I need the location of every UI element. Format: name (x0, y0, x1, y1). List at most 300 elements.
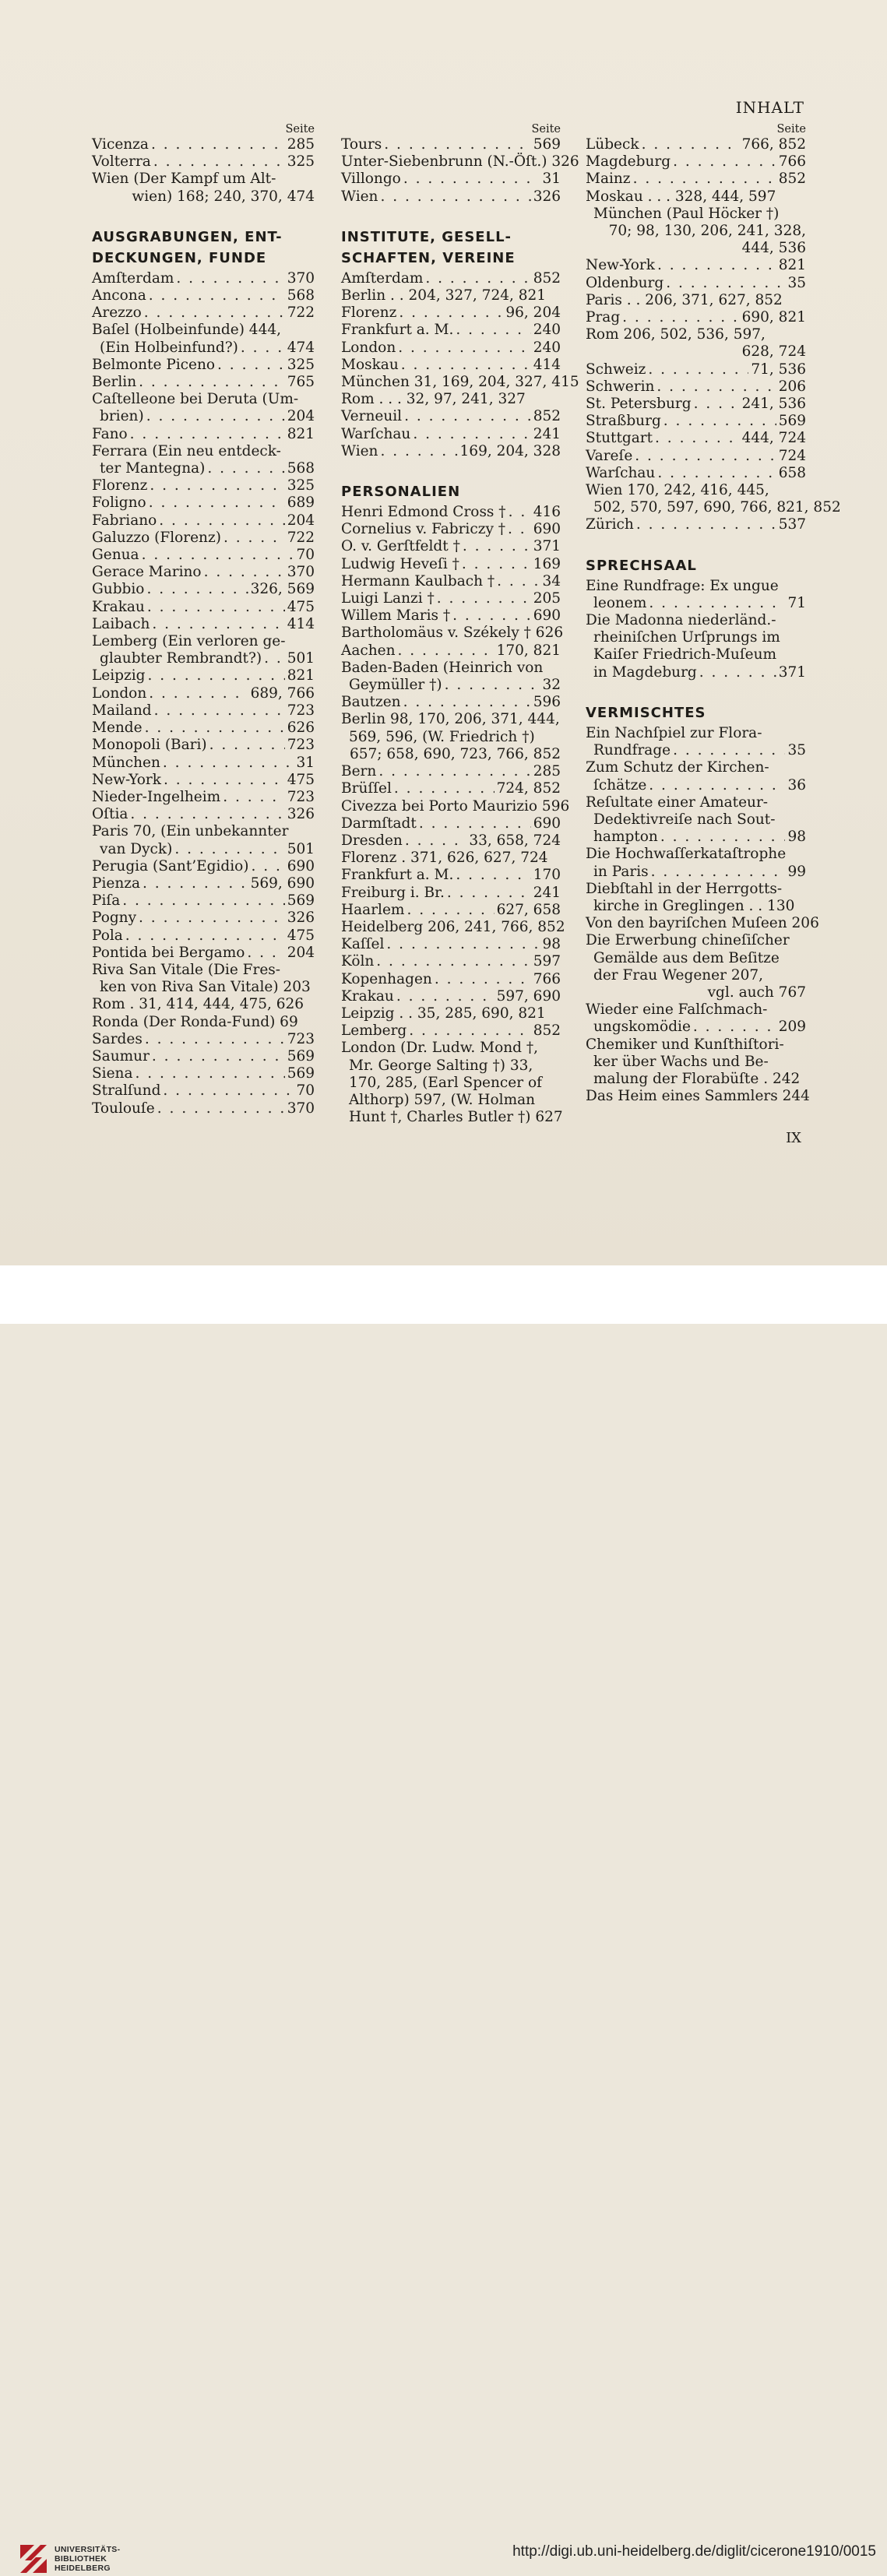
dot-leader (648, 361, 748, 378)
dot-leader (149, 287, 285, 304)
entry-pages: 852 (533, 269, 561, 287)
entry-name: London (341, 339, 396, 356)
index-entry (341, 521, 561, 538)
index-entry (92, 494, 315, 512)
index-entry (92, 460, 315, 477)
index-line: Rom . . . 32, 97, 241, 327 (341, 391, 526, 408)
dot-leader (164, 772, 285, 789)
entry-name: Amſterdam (92, 269, 174, 287)
entry-pages: 821 (287, 667, 315, 684)
entry-pages: 325 (287, 153, 315, 171)
entry-name: Willem Maris † (341, 607, 451, 625)
dot-leader (130, 426, 285, 443)
index-entry (92, 426, 315, 443)
entry-name: Bern (341, 763, 377, 780)
index-entry (586, 829, 806, 846)
entry-name: Henri Edmond Cross † (341, 504, 506, 521)
index-entry (341, 867, 561, 884)
index-line: Wien 170, 242, 416, 445, (586, 482, 769, 499)
index-line: London (Dr. Ludw. Mond †, (341, 1040, 539, 1057)
entry-name: Pola (92, 927, 123, 944)
entry-name: Vicenza (92, 136, 149, 153)
index-line: Gemälde aus dem Beſitze (593, 949, 780, 966)
index-entry (92, 1048, 315, 1065)
entry-name: Tours (341, 136, 382, 153)
dot-leader (146, 408, 285, 425)
entry-name: Schwerin (586, 378, 655, 395)
index-entry (341, 677, 561, 694)
entry-pages: 690, 821 (741, 309, 806, 326)
dot-leader (252, 858, 285, 875)
dot-leader (142, 547, 294, 564)
dot-leader (204, 564, 285, 581)
index-entry (92, 304, 315, 322)
entry-name: Pontida bei Bergamo (92, 944, 245, 961)
dot-leader (207, 460, 284, 477)
entry-name: Stralſund (92, 1082, 161, 1100)
entry-name: Vareſe (586, 447, 633, 464)
index-entry (92, 1082, 315, 1100)
index-entry (586, 742, 806, 759)
entry-name: München (92, 754, 160, 771)
entry-name: Lemberg (341, 1022, 407, 1040)
entry-pages: 537 (778, 516, 806, 533)
index-entry (92, 945, 315, 962)
entry-pages: 99 (787, 863, 806, 880)
entry-name: Laibach (92, 615, 150, 632)
index-entry (92, 650, 315, 667)
entry-pages: 71 (787, 594, 806, 611)
entry-name: Toulouſe (92, 1100, 155, 1117)
dot-leader (151, 136, 285, 153)
entry-pages: 568 (287, 460, 315, 477)
entry-name: in Paris (593, 863, 649, 880)
entry-pages: 597 (533, 953, 561, 970)
entry-pages: 285 (287, 136, 315, 153)
entry-name: ter Mantegna) (100, 460, 206, 477)
entry-pages: 689, 766 (250, 684, 315, 702)
entry-pages: 852 (533, 408, 561, 425)
index-line: Dedektivreiſe nach Sout- (593, 811, 776, 828)
entry-pages: 35 (787, 742, 806, 759)
dot-leader (508, 521, 531, 538)
entry-pages: 240 (533, 322, 561, 339)
index-line: Caſtelleone bei Deruta (Um- (92, 391, 299, 408)
entry-pages: 169 (533, 555, 561, 572)
entry-name: Verneuil (341, 408, 403, 425)
index-line: Die Hochwaſſerkataſtrophe (586, 846, 787, 863)
entry-pages: 169, 204, 328 (459, 442, 561, 459)
entry-pages: 204 (287, 512, 315, 529)
index-entry (586, 153, 806, 171)
dot-leader (425, 270, 530, 287)
dot-leader (176, 270, 284, 287)
entry-name: Piſa (92, 892, 121, 910)
entry-name: Rundfrage (593, 742, 671, 759)
index-entry (586, 309, 806, 326)
section-heading: DECKUNGEN, FUNDE (92, 249, 267, 266)
index-entry (92, 477, 315, 494)
entry-name: New-York (586, 257, 655, 274)
entry-pages: 475 (287, 598, 315, 615)
dot-leader (401, 357, 531, 374)
index-entry (586, 516, 806, 533)
entry-name: Foligno (92, 494, 146, 512)
page-header-title: INHALT (735, 98, 804, 117)
page-number: IX (786, 1130, 801, 1146)
dot-leader (376, 953, 530, 970)
index-line: Eine Rundfrage: Ex ungue (586, 577, 779, 594)
institution-name (55, 2545, 120, 2573)
entry-pages: 71, 536 (751, 361, 806, 378)
entry-name: Pienza (92, 875, 141, 892)
index-entry (92, 910, 315, 927)
index-line: der Frau Wegener 207, (593, 966, 764, 984)
section-heading: SCHAFTEN, VEREINE (341, 249, 516, 266)
dot-leader (163, 755, 294, 772)
entry-name: Galuzzo (Florenz) (92, 529, 221, 546)
dot-leader (693, 1019, 776, 1036)
entry-pages: 690 (287, 857, 315, 875)
dot-leader (622, 309, 739, 326)
index-entry (341, 188, 561, 206)
entry-pages: 33, 658, 724 (469, 832, 561, 849)
index-line: 657; 658, 690, 723, 766, 852 (349, 745, 561, 762)
dot-leader (386, 936, 540, 953)
index-line: vgl. auch 767 (707, 984, 806, 1001)
index-line: Das Heim eines Sammlers 244 (586, 1088, 810, 1105)
index-line: Heidelberg 206, 241, 766, 852 (341, 918, 565, 935)
entry-name: Gubbio (92, 581, 145, 598)
entry-pages: 414 (533, 356, 561, 373)
index-entry (341, 136, 561, 153)
index-entry (92, 153, 315, 171)
index-entry (92, 599, 315, 616)
index-entry (92, 357, 315, 374)
dot-leader (148, 667, 285, 684)
entry-name: leonem (593, 594, 647, 611)
entry-name: van Dyck) (100, 840, 173, 857)
dot-leader (174, 841, 284, 858)
entry-pages: 568 (287, 287, 315, 304)
entry-name: Haarlem (341, 901, 405, 918)
dot-leader (413, 426, 530, 443)
index-line: Leipzig . . 35, 285, 690, 821 (341, 1005, 546, 1022)
index-line: Rom . 31, 414, 444, 475, 626 (92, 996, 304, 1013)
entry-pages: 370 (287, 564, 315, 581)
index-line: malung der Florabüſte . 242 (593, 1070, 801, 1087)
dot-leader (224, 530, 285, 547)
index-entry (341, 443, 561, 460)
entry-name: Frankfurt a. M. (341, 322, 454, 339)
entry-pages: 326 (533, 188, 561, 205)
entry-pages: 766 (533, 970, 561, 987)
entry-pages: 326 (287, 806, 315, 823)
entry-pages: 475 (287, 771, 315, 788)
index-entry (92, 667, 315, 684)
index-entry (341, 304, 561, 322)
dot-leader (144, 304, 285, 322)
index-entry (92, 720, 315, 737)
index-entry (341, 270, 561, 287)
dot-leader (403, 171, 540, 188)
index-line: Ein Nachſpiel zur Flora- (586, 724, 762, 741)
entry-name: brien) (100, 408, 144, 425)
entry-name: Siena (92, 1065, 133, 1082)
dot-leader (394, 780, 495, 797)
index-line: Paris . . 206, 371, 627, 852 (586, 291, 783, 308)
entry-pages: 204 (287, 944, 315, 961)
index-column-3 (586, 123, 841, 1105)
entry-pages: 724, 852 (496, 780, 561, 797)
dot-leader (145, 720, 285, 737)
index-entry (92, 340, 315, 357)
dot-leader (209, 737, 285, 754)
index-entry (341, 171, 561, 188)
index-entry (92, 755, 315, 772)
entry-name: Amſterdam (341, 269, 424, 287)
index-entry (341, 504, 561, 521)
entry-pages: 724 (778, 447, 806, 464)
seite-label: Seite (285, 123, 315, 135)
index-line: Kaiſer Friedrich-Muſeum (593, 646, 777, 663)
entry-name: Brüſſel (341, 780, 392, 797)
entry-pages: 205 (533, 590, 561, 607)
dot-leader (146, 581, 248, 598)
entry-name: Fano (92, 425, 128, 442)
dot-leader (509, 504, 531, 521)
dot-leader (445, 677, 540, 694)
entry-pages: 569 (287, 1065, 315, 1082)
index-entry (341, 885, 561, 902)
entry-pages: 31 (296, 754, 315, 771)
index-line: 569, 596, (W. Friedrich †) (349, 728, 535, 745)
entry-pages: 371 (778, 663, 806, 681)
source-url-link[interactable]: http://digi.ub.uni-heidelberg.de/diglit/cicerone1910/0015 (512, 2543, 876, 2560)
index-entry (341, 832, 561, 850)
index-entry (92, 737, 315, 754)
dot-leader (636, 516, 776, 533)
entry-pages: 569 (287, 892, 315, 910)
section-heading: AUSGRABUNGEN, ENT- (92, 228, 283, 245)
index-entry (341, 694, 561, 711)
dot-leader (223, 789, 284, 806)
index-entry (586, 275, 806, 292)
entry-name: Mende (92, 720, 143, 737)
dot-leader (396, 988, 495, 1005)
entry-name: Volterra (92, 153, 151, 171)
index-entry (341, 936, 561, 953)
dot-leader (657, 257, 776, 274)
entry-name: hampton (593, 829, 658, 846)
index-line: 444, 536 (741, 240, 806, 257)
entry-pages: 444, 724 (741, 430, 806, 447)
index-line: Ronda (Der Ronda-Fund) 69 (92, 1013, 298, 1030)
index-line: Chemiker und Kunſthiſtori- (586, 1036, 784, 1053)
dot-leader (145, 1031, 285, 1048)
entry-name: Perugia (Sant’Egidio) (92, 857, 249, 875)
entry-name: Dresden (341, 832, 403, 849)
entry-pages: 209 (778, 1019, 806, 1036)
index-entry (341, 340, 561, 357)
entry-name: Moskau (341, 356, 399, 373)
entry-name: Bautzen (341, 694, 401, 711)
entry-name: Lübeck (586, 136, 639, 153)
dot-leader (463, 538, 531, 555)
entry-pages: 501 (287, 650, 315, 667)
entry-name: Pogny (92, 910, 137, 927)
index-line: Berlin 98, 170, 206, 371, 444, (341, 711, 560, 728)
dot-leader (694, 396, 740, 413)
entry-name: Wien (341, 442, 378, 459)
entry-pages: 723 (287, 737, 315, 754)
dot-leader (217, 357, 285, 374)
entry-pages: 627, 658 (496, 901, 561, 918)
dot-leader (378, 763, 530, 780)
entry-name: Stuttgart (586, 430, 653, 447)
entry-pages: 204 (287, 408, 315, 425)
index-line: Die Madonna niederländ.- (586, 612, 776, 629)
index-entry (341, 607, 561, 625)
index-line: Rom 206, 502, 536, 597, (586, 326, 766, 343)
entry-pages: 723 (287, 702, 315, 719)
dot-leader (154, 702, 285, 720)
entry-name: Oſtia (92, 806, 128, 823)
entry-pages: 326, 569 (250, 581, 315, 598)
index-entry (341, 556, 561, 573)
entry-pages: 206 (778, 378, 806, 395)
index-entry (341, 408, 561, 425)
entry-pages: 852 (533, 1022, 561, 1040)
index-column-1 (92, 123, 315, 1117)
index-line: Von den bayriſchen Muſeen 206 (586, 915, 819, 932)
entry-name: Mailand (92, 702, 152, 719)
dot-leader (649, 777, 785, 794)
index-entry (586, 413, 806, 430)
entry-name: Hermann Kaulbach † (341, 572, 495, 589)
entry-name: Arezzo (92, 304, 142, 322)
dot-leader (435, 971, 531, 988)
ub-heidelberg-logo-icon (17, 2542, 50, 2576)
dot-leader (635, 448, 776, 465)
dot-leader (437, 590, 531, 607)
entry-name: Straßburg (586, 413, 661, 430)
index-entry (586, 777, 806, 794)
index-entry (92, 287, 315, 304)
entry-pages: 170, 821 (496, 642, 561, 659)
dot-leader (404, 408, 531, 425)
entry-name: Florenz (341, 304, 397, 322)
entry-name: Florenz (92, 477, 148, 494)
index-entry (92, 1100, 315, 1117)
entry-name: Magdeburg (586, 153, 671, 171)
index-entry (586, 448, 806, 465)
index-entry (586, 361, 806, 378)
entry-name: Warſchau (586, 464, 656, 481)
index-entry (92, 858, 315, 875)
index-line: Reſultate einer Amateur- (586, 794, 769, 811)
entry-name: St. Petersburg (586, 396, 692, 413)
institution-line-2: BIBLIOTHEK (55, 2554, 107, 2564)
index-entry (341, 780, 561, 797)
index-entry (92, 806, 315, 823)
entry-pages: 569 (287, 1047, 315, 1065)
dot-leader (462, 556, 531, 573)
entry-pages: 597, 690 (496, 987, 561, 1005)
section-heading: INSTITUTE, GESELL- (341, 228, 512, 245)
dot-leader (163, 1082, 294, 1100)
dot-leader (447, 885, 531, 902)
entry-pages: 689 (287, 494, 315, 512)
entry-pages: 241, 536 (741, 396, 806, 413)
entry-name: Oldenburg (586, 274, 664, 291)
entry-pages: 32 (542, 677, 561, 694)
dot-leader (152, 1048, 285, 1065)
entry-name: Prag (586, 309, 621, 326)
dot-leader (398, 642, 495, 660)
entry-pages: 371 (533, 538, 561, 555)
dot-leader (149, 494, 285, 512)
index-entry (92, 564, 315, 581)
index-entry (341, 357, 561, 374)
index-column-2 (341, 123, 579, 1126)
entry-pages: 285 (533, 763, 561, 780)
entry-pages: 241 (533, 425, 561, 442)
entry-name: glaubter Rembrandt?) (100, 650, 262, 667)
index-line: München (Paul Höcker †) (593, 205, 780, 222)
entry-name: O. v. Gerſtfeldt † (341, 538, 460, 555)
entry-name: New-York (92, 771, 161, 788)
index-line: Florenz . 371, 626, 627, 724 (341, 850, 548, 867)
index-entry (341, 642, 561, 660)
index-line: Civezza bei Porto Maurizio 596 (341, 797, 570, 815)
index-entry (92, 685, 315, 702)
entry-name: Cornelius v. Fabriczy † (341, 521, 506, 538)
index-entry (92, 530, 315, 547)
entry-name: Krakau (341, 987, 394, 1005)
entry-pages: 569 (778, 413, 806, 430)
entry-pages: 569, 690 (250, 875, 315, 892)
entry-pages: 596 (533, 694, 561, 711)
index-line: 628, 724 (741, 343, 806, 361)
entry-pages: 765 (287, 374, 315, 391)
dot-leader (264, 650, 285, 667)
entry-pages: 370 (287, 1100, 315, 1117)
dot-leader (149, 685, 248, 702)
entry-pages: 766 (778, 153, 806, 171)
dot-leader (673, 742, 785, 759)
dot-leader (152, 616, 284, 633)
entry-pages: 70 (296, 1082, 315, 1100)
index-entry (341, 426, 561, 443)
index-entry (92, 927, 315, 945)
index-entry (586, 136, 806, 153)
dot-leader (642, 136, 740, 153)
dot-leader (399, 304, 503, 322)
dot-leader (409, 1022, 530, 1040)
entry-name: Ancona (92, 287, 146, 304)
index-entry (92, 408, 315, 425)
entry-name: Kopenhagen (341, 970, 432, 987)
entry-name: Nieder-Ingelheim (92, 788, 221, 805)
section-heading: PERSONALIEN (341, 484, 461, 501)
index-entry (341, 573, 561, 590)
index-entry (92, 1031, 315, 1048)
index-line: Althorp) 597, (W. Holman (349, 1091, 536, 1108)
dot-leader (649, 595, 785, 612)
entry-pages: 96, 204 (505, 304, 561, 322)
index-entry (92, 270, 315, 287)
